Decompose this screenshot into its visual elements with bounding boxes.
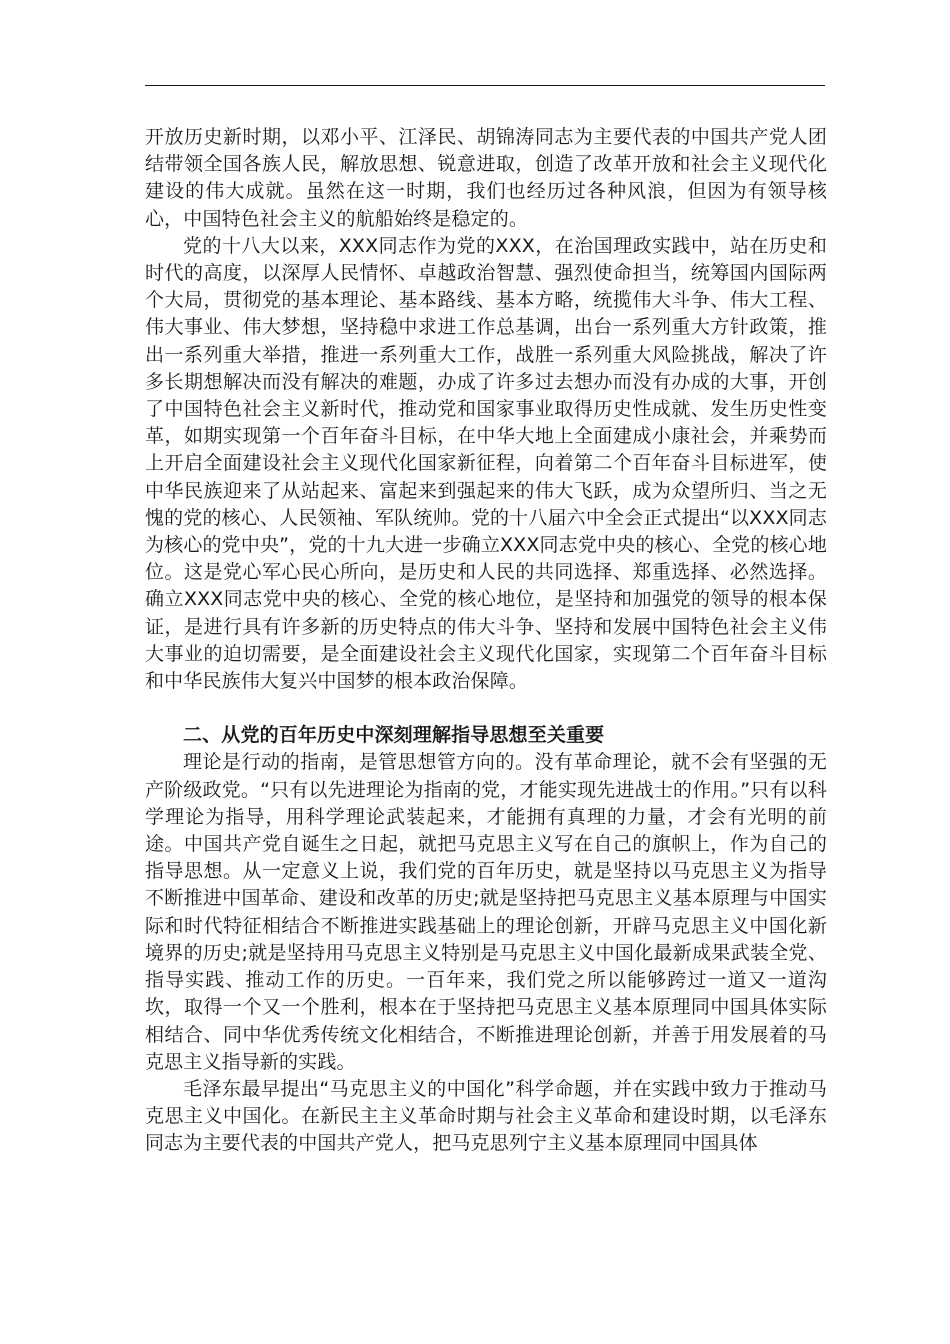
paragraph-mao-sinicization: 毛泽东最早提出“马克思主义的中国化”科学命题，并在实践中致力于推动马克思主义中国化。在新民主主义革命时期与社会主义革命和建设时期，以毛泽东同志为主要代表的中国共产党人，把马克思列宁主义基本原理同中国具体 (145, 1077, 827, 1155)
header-divider (145, 85, 825, 86)
document-body (145, 124, 827, 1158)
paragraph-reform-era: 开放历史新时期，以邓小平、江泽民、胡锦涛同志为主要代表的中国共产党人团结带领全国各族人民，解放思想、锐意进取，创造了改革开放和社会主义现代化建设的伟大成就。虽然在这一时期，我们也经历过各种风浪，但因为有领导核心，中国特色社会主义的航船始终是稳定的。 (145, 126, 827, 230)
paragraph-eighteenth-congress: 党的十八大以来，XXX同志作为党的XXX，在治国理政实践中，站在历史和时代的高度，以深厚人民情怀、卓越政治智慧、强烈使命担当，统筹国内国际两个大局，贯彻党的基本理论、基本路线、基本方略，统揽伟大斗争、伟大工程、伟大事业、伟大梦想，坚持稳中求进工作总基调，出台一系列重大方针政策，推出一系列重大举措，推进一系列重大工作，战胜一系列重大风险挑战，解决了许多长期想解决而没有解决的难题，办成了许多过去想办而没有办成的大事，开创了中国特色社会主义新时代，推动党和国家事业取得历史性成就、发生历史性变革，如期实现第一个百年奋斗目标，在中华大地上全面建成小康社会，并乘势而上开启全面建设社会主义现代化国家新征程，向着第二个百年奋斗目标进军，使中华民族迎来了从站起来、富起来到强起来的伟大飞跃，成为众望所归、当之无愧的党的核心、人民领袖、军队统帅。党的十八届六中全会正式提出“以XXX同志为核心的党中央”，党的十九大进一步确立XXX同志党中央的核心、全党的核心地位。这是党心军心民心所向，是历史和人民的共同选择、郑重选择、必然选择。确立XXX同志党中央的核心、全党的核心地位，是坚持和加强党的领导的根本保证，是进行具有许多新的历史特点的伟大斗争、坚持和发展中国特色社会主义伟大事业的迫切需要，是全面建设社会主义现代化国家，实现第二个百年奋斗目标和中华民族伟大复兴中国梦的根本政治保障。 (145, 234, 827, 693)
paragraph-theory-guide: 理论是行动的指南，是管思想管方向的。没有革命理论，就不会有坚强的无产阶级政党。“只有以先进理论为指南的党，才能实现先进战士的作用。”只有以科学理论为指导，用科学理论武装起来，才能拥有真理的力量，才会有光明的前途。中国共产党自诞生之日起，就把马克思主义写在自己的旗帜上，作为自己的指导思想。从一定意义上说，我们党的百年历史，就是坚持以马克思主义为指导不断推进中国革命、建设和改革的历史;就是坚持把马克思主义基本原理与中国实际和时代特征相结合不断推进实践基础上的理论创新，开辟马克思主义中国化新境界的历史;就是坚持用马克思主义特别是马克思主义中国化最新成果武装全党、指导实践、推动工作的历史。一百年来，我们党之所以能够跨过一道又一道沟坎，取得一个又一个胜利，根本在于坚持把马克思主义基本原理同中国具体实际相结合、同中华优秀传统文化相结合，不断推进理论创新，并善于用发展着的马克思主义指导新的实践。 (145, 751, 827, 1073)
section-heading: 二、从党的百年历史中深刻理解指导思想至关重要 (183, 724, 605, 747)
